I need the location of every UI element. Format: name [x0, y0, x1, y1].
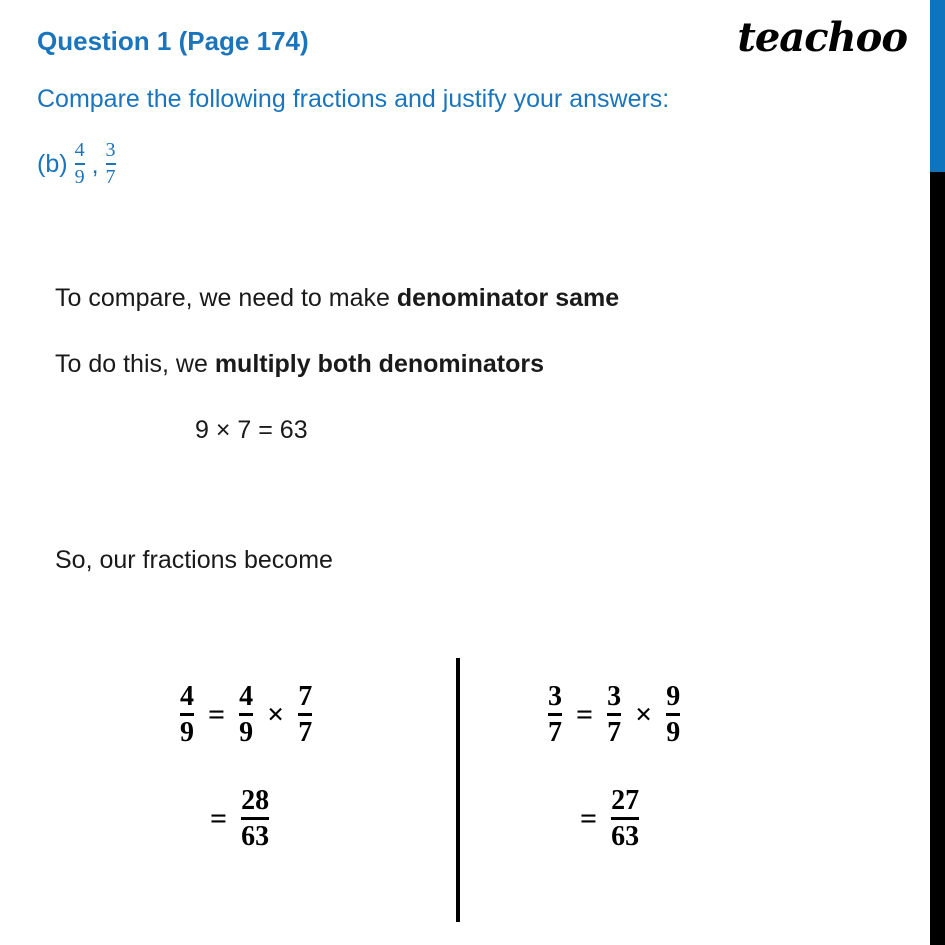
- equation-right-step2: [580, 786, 639, 852]
- vertical-divider: [456, 658, 460, 922]
- fraction-bar: [666, 713, 680, 716]
- fraction-bar: [241, 817, 269, 820]
- equation-right-step1: [548, 682, 680, 748]
- denominator: 63: [241, 821, 270, 853]
- denominator: 9: [239, 717, 254, 749]
- part-label: (b): [37, 149, 68, 178]
- denominator: 9: [180, 717, 194, 749]
- solution-line-1-bold: denominator same: [396, 284, 620, 312]
- fraction-lhs: [548, 682, 562, 748]
- numerator: 3: [105, 139, 116, 161]
- fraction-rhs1: [239, 682, 253, 748]
- fraction-bar: [239, 713, 253, 716]
- denominator: 7: [607, 717, 622, 749]
- numerator: 7: [298, 681, 313, 712]
- numerator: 4: [180, 681, 194, 712]
- numerator: 4: [239, 681, 254, 712]
- fraction-result: [241, 786, 269, 852]
- solution-line-3: So, our fractions become: [55, 546, 333, 574]
- numerator: 28: [241, 785, 270, 816]
- fraction-bar: [75, 163, 85, 165]
- denominator: 9: [666, 717, 681, 749]
- fraction-rhs2: [298, 682, 312, 748]
- fraction-bar: [180, 713, 194, 716]
- fraction-bar: [607, 713, 621, 716]
- denominator: 63: [611, 821, 640, 853]
- right-accent-bar-black: [930, 172, 945, 945]
- question-prompt: Compare the following fractions and justify your answers:: [37, 85, 670, 113]
- denominator: 7: [105, 166, 116, 188]
- page-title: Question 1 (Page 174): [37, 26, 309, 56]
- fraction-separator: ,: [91, 151, 99, 179]
- equals-sign: =: [210, 801, 228, 835]
- numerator: 27: [611, 785, 640, 816]
- numerator: 4: [74, 139, 85, 161]
- solution-line-2-bold: multiply both denominators: [214, 350, 544, 378]
- question-fraction-3-7: [106, 140, 116, 188]
- fraction-bar: [106, 163, 116, 165]
- equals-sign: =: [580, 801, 598, 835]
- equals-sign: =: [208, 697, 226, 731]
- solution-calculation: 9 × 7 = 63: [195, 416, 308, 444]
- fraction-result: [611, 786, 639, 852]
- numerator: 3: [548, 681, 562, 712]
- question-fraction-4-9: [75, 140, 85, 188]
- solution-line-1-normal: To compare, we need to make: [55, 284, 397, 312]
- denominator: 9: [74, 166, 85, 188]
- denominator: 7: [548, 717, 562, 749]
- solution-line-1: [55, 284, 619, 313]
- solution-line-2-normal: To do this, we: [55, 350, 215, 378]
- teachoo-logo: teachoo: [737, 14, 907, 61]
- equals-sign: =: [576, 697, 594, 731]
- equation-left-step1: [180, 682, 312, 748]
- right-accent-bar-blue: [930, 0, 945, 172]
- solution-line-2: [55, 350, 544, 379]
- numerator: 3: [607, 681, 622, 712]
- multiply-sign: ×: [267, 697, 285, 731]
- denominator: 7: [298, 717, 313, 749]
- equation-left-step2: [210, 786, 269, 852]
- numerator: 9: [666, 681, 681, 712]
- fraction-bar: [611, 817, 639, 820]
- fraction-bar: [298, 713, 312, 716]
- multiply-sign: ×: [635, 697, 653, 731]
- fraction-lhs: [180, 682, 194, 748]
- question-part-row: [37, 140, 116, 188]
- fraction-bar: [548, 713, 562, 716]
- fraction-rhs1: [607, 682, 621, 748]
- fraction-rhs2: [666, 682, 680, 748]
